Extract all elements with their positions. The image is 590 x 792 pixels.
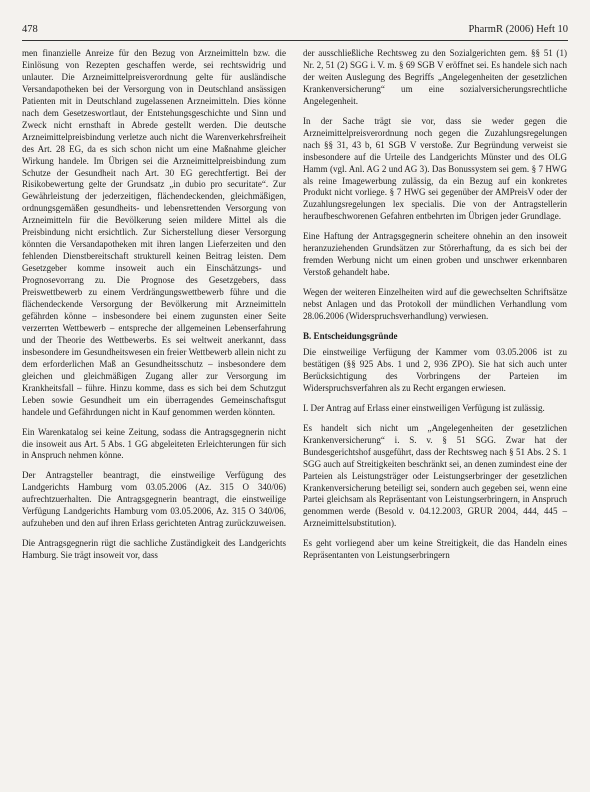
paragraph: Der Antragsteller beantragt, die einstweilige Verfügung des Landgerichts Hamburg vom 03.05.2006 (Az. 315 O 340/06) aufrechtzuerhalten. Die Antragsgegnerin beantragt, die einstweilige Verfügung Landgerichts Hamburg vom 03.05.2006, Az. 315 O 340/06, aufzuheben und den auf ihren Erlass gerichteten Antrag zurückzuweisen.	[22, 470, 287, 529]
header-rule	[22, 40, 568, 41]
paragraph: Die einstweilige Verfügung der Kammer vom 03.05.2006 ist zu bestätigen (§§ 925 Abs. 1 und 2, 936 ZPO). Sie hat sich auch unter Berücksichtigung des Vorbringens der Parteien im Widerspruchsverfahren als zu Recht ergangen erwiesen.	[303, 346, 567, 393]
paragraph: men finanzielle Anreize für den Bezug von Arzneimitteln bzw. die Einlösung von Rezepten geschaffen werde, sei rechtswidrig und unlauter. Die Arzneimittelpreisverordnung gelte für ausländische Versandapotheken bei der Versorgung von in Deutschland ansässigen Patienten mit in Deutschland zugelassenen Arzneimitteln. Dies könne nach dem Gesetzeswortlaut, der Entstehungsgeschichte und Sinn und Zweck nicht ernsthaft in Abrede gestellt werden. Die deutsche Arzneimittelpreisbindung verletze auch nicht die Warenverkehrsfreiheit des Art. 28 EG, da es sich schon nicht um eine Maßnahme gleicher Wirkung handele. Im Übrigen sei die Arzneimittelpreisbindung zum Schutze der Gesundheit nach Art. 30 EG gerechtfertigt. Bei der Risikobewertung gelte der Grundsatz „in dubio pro securitate“. Zur Gewährleistung der jederzeitigen, flächendeckenden, gleichmäßigen, ordnungsgemäßen gesundheits- und lebensrettenden Versorgung von Arzneimitteln für die Bevölkerung seien mildere Mittel als die Preisbindung nicht ersichtlich. Zur Sicherstellung dieser Versorgung könnten die Versandapotheken mit ihren langen Lieferzeiten und den fehlenden Dienstbereitschaft strukturell keinen Beitrag leisten. Dem Gesetzgeber komme insoweit auch ein Einschätzungs- und Prognosevorrang zu. Die Prognose des Gesetzgebers, dass Preiswettbewerb zu einem Verdrängungswettbewerb führe und die flächendeckende Versorgung der Bevölkerung mit Arzneimitteln gefährden könne – insbesondere bei einem zugunsten einer Seite verzerrten Wettbewerb – entspreche der allgemeinen Lebenserfahrung und der Theorie des Wettbewerbs. Es sei weltweit anerkannt, dass insbesondere im Gesundheitswesen ein freier Wettbewerb allein nicht zu dem erforderlichen Maß an Gesundheitsschutz – insbesondere dem gleichen und gleichmäßigen Zugang aller zur Versorgung im Krankheitsfall – führe. Hinzu komme, dass es sich bei dem Schutzgut Leben sowie Gesundheit um ein überragendes Gemeinschaftsgut handele und Gefährdungen nicht in Kauf genommen werden könnten.	[22, 48, 286, 417]
section-heading: B. Entscheidungsgründe	[303, 331, 398, 342]
paragraph: Eine Haftung der Antragsgegnerin scheitere ohnehin an den insoweit heranzuziehenden Grundsätzen zur Störerhaftung, da es sich bei der fremden Werbung nicht um einen groben und unschwer erkennbaren Verstoß gehandelt habe.	[303, 231, 567, 278]
paragraph: In der Sache trägt sie vor, dass sie weder gegen die Arzneimittelpreisverordnung noch gegen die Zuzahlungsregelungen nach §§ 31, 43 b, 61 SGB V verstoße. Zur Begründung verweist sie insbesondere auf die Urteile des Landgerichts Münster und des OLG Hamm (vgl. Anl. AG 2 und AG 3). Das Bonussystem sei gem. § 7 HWG als reine Imagewerbung zulässig, da ein Bezug auf ein konkretes Produkt nicht vorliege. § 7 HWG sei gegenüber der AMPreisV oder der Zuzahlungsregelungen lex specialis. Die von der Antragstellerin heraufbeschworenen Gefahren entbehrten im Übrigen jeder Grundlage.	[303, 115, 567, 222]
paragraph: Es handelt sich nicht um „Angelegenheiten der gesetzlichen Krankenversicherung“ i. S. v. § 51 SGG. Zwar hat der Bundesgerichtshof ausgeführt, dass der Rechtsweg nach § 51 Abs. 2 S. 1 SGG auch auf Streitigkeiten beschränkt sei, an denen zumindest eine der Parteien als Leistungsträger oder Leistungserbringer der gesetzlichen Krankenversicherung beteiligt sei, sondern auch gegeben sei, wenn eine Partei gleichsam als Repräsentant von Leistungserbringern, in Anspruch genommen werde (Besold v. 04.12.2003, GRUR 2004, 444, 445 – Arzneimittelsubstitution).	[303, 422, 567, 529]
paragraph: Ein Warenkatalog sei keine Zeitung, sodass die Antragsgegnerin nicht die insoweit aus Art. 5 Abs. 1 GG abgeleiteten Erleichterungen für sich in Anspruch nehmen könne.	[22, 426, 286, 461]
paragraph: Die Antragsgegnerin rügt die sachliche Zuständigkeit des Landgerichts Hamburg. Sie trägt insoweit vor, dass	[22, 538, 286, 561]
page-header	[22, 24, 568, 38]
page-number: 478	[22, 24, 38, 35]
left-column	[22, 48, 286, 570]
right-column	[303, 48, 567, 570]
paragraph: I. Der Antrag auf Erlass einer einstweiligen Verfügung ist zulässig.	[303, 402, 545, 413]
journal-reference: PharmR (2006) Heft 10	[468, 24, 568, 35]
paragraph: der ausschließliche Rechtsweg zu den Sozialgerichten gem. §§ 51 (1) Nr. 2, 51 (2) SGG i. V. m. § 69 SGB V eröffnet sei. Es handele sich nach der weiten Auslegung des Begriffs „Angelegenheiten der gesetzlichen Krankenversicherung“ um eine sozialversicherungsrechtliche Angelegenheit.	[303, 48, 567, 106]
paragraph: Wegen der weiteren Einzelheiten wird auf die gewechselten Schriftsätze nebst Anlagen und das Protokoll der mündlichen Verhandlung vom 28.06.2006 (Widerspruchsverhandlung) verwiesen.	[303, 287, 567, 322]
paragraph: Es geht vorliegend aber um keine Streitigkeit, die das Handeln eines Repräsentanten von Leistungserbringern	[303, 538, 567, 561]
